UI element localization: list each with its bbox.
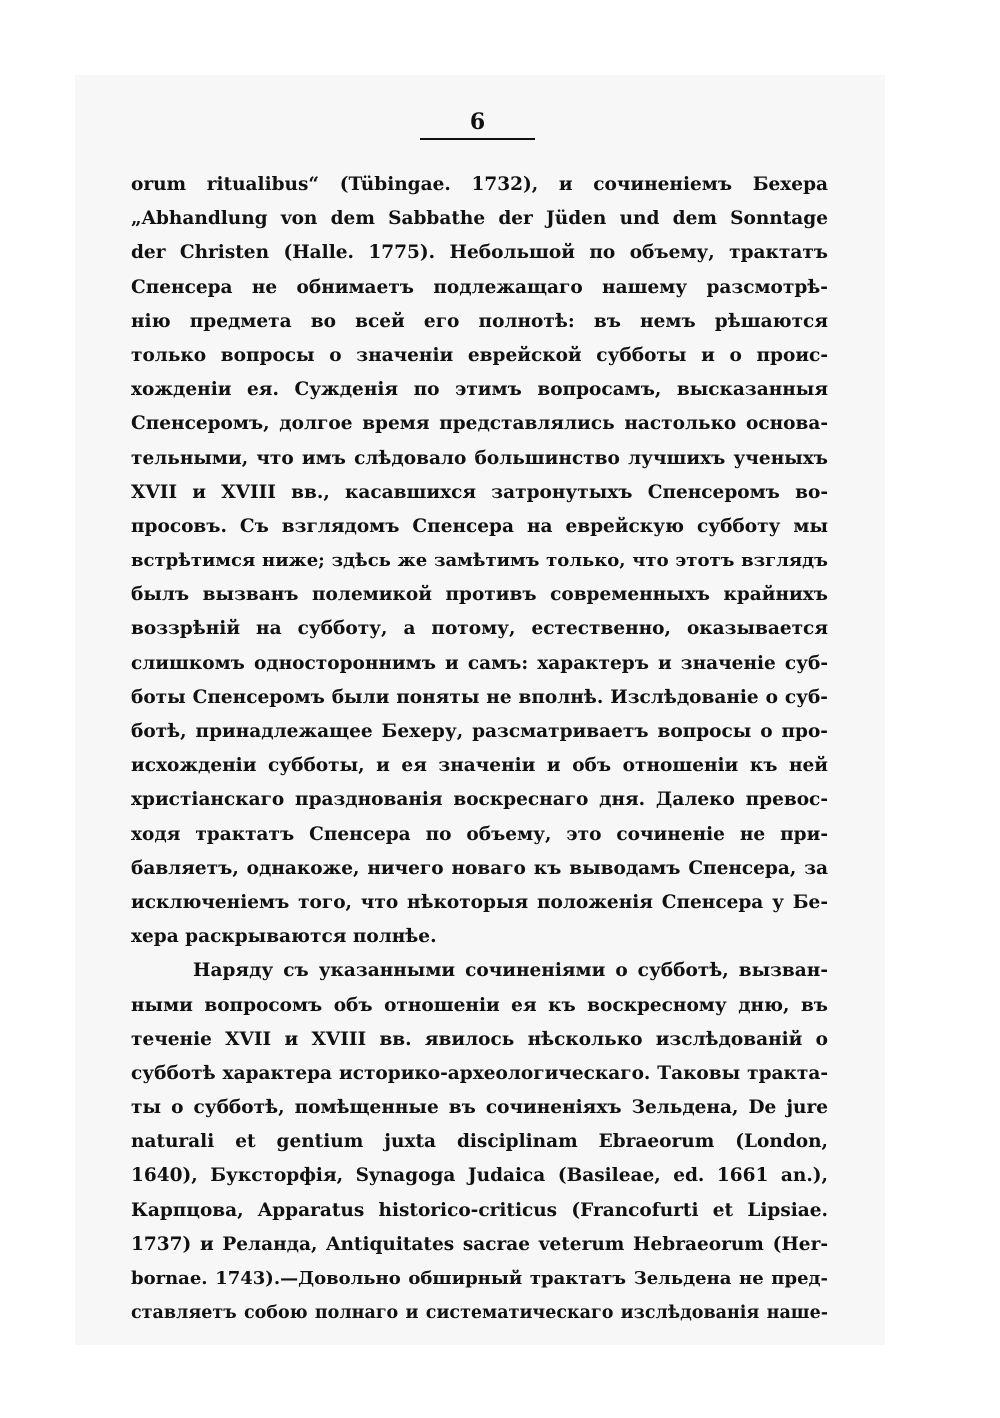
text-line: слишкомъ одностороннимъ и самъ: характеръ и значеніе суб-	[131, 652, 828, 674]
text-line: былъ вызванъ полемикой противъ современныхъ крайнихъ	[131, 584, 828, 606]
text-line: исхожденіи субботы, и ея значеніи и объ отношеніи къ ней	[131, 755, 828, 777]
text-line: субботѣ характера историко-археологическаго. Таковы тракта-	[131, 1062, 828, 1084]
text-line: 1737) и Реланда, Antiquitates sacrae veterum Hebraeorum (Her-	[131, 1233, 828, 1255]
paragraph-end-line: хера раскрываются полнѣе.	[131, 926, 437, 948]
page-number-rule	[420, 138, 535, 140]
text-line: исключеніемъ того, что нѣкоторыя положенія Спенсера у Бе-	[131, 891, 828, 913]
text-line: встрѣтимся ниже; здѣсь же замѣтимъ только, что этотъ взглядъ	[131, 550, 828, 572]
text-line: 1640), Буксторфія, Synagoga Judaica (Basileae, ed. 1661 an.),	[131, 1165, 828, 1187]
text-line: Спенсера не обнимаетъ подлежащаго нашему разсмотрѣ-	[131, 276, 828, 298]
text-line: ты о субботѣ, помѣщенные въ сочиненіяхъ Зельдена, De jure	[131, 1097, 828, 1119]
text-line: ными вопросомъ объ отношеніи ея къ воскресному дню, въ	[131, 994, 828, 1016]
text-line: orum ritualibus“ (Tübingae. 1732), и сочиненіемъ Бехера	[131, 174, 828, 195]
paragraph-start-line: Наряду съ указанными сочиненіями о субботѣ, вызван-	[193, 960, 828, 982]
page-number: 6	[469, 109, 486, 135]
text-line: ходя трактатъ Спенсера по объему, это сочиненіе не при-	[131, 823, 828, 845]
text-line: бавляетъ, однакоже, ничего новаго къ выводамъ Спенсера, за	[131, 857, 828, 879]
text-line: Спенсеромъ, долгое время представлялись настолько основа-	[131, 413, 828, 435]
text-line: воззрѣній на субботу, а потому, естественно, оказывается	[131, 618, 828, 640]
text-line: тельными, что имъ слѣдовало большинство лучшихъ ученыхъ	[131, 447, 828, 469]
text-line: теченіе XVII и XVIII вв. явилось нѣсколько изслѣдованій о	[131, 1028, 828, 1050]
text-line: ставляетъ собою полнаго и систематическаго изслѣдованія наше-	[131, 1303, 828, 1324]
body-text	[131, 168, 828, 1330]
text-line: Карпцова, Apparatus historico-criticus (Francofurti et Lipsiae.	[131, 1199, 828, 1221]
text-line: хожденіи ея. Сужденія по этимъ вопросамъ, высказанныя	[131, 379, 828, 401]
text-line: просовъ. Съ взглядомъ Спенсера на еврейскую субботу мы	[131, 515, 828, 537]
text-line: bornae. 1743).—Довольно обширный трактатъ Зельдена не пред-	[131, 1268, 828, 1289]
text-line: XVII и XVIII вв., касавшихся затронутыхъ Спенсеромъ во-	[131, 481, 828, 503]
text-line: христіанскаго празднованія воскреснаго дня. Далеко превос-	[131, 789, 828, 811]
text-line: нію предмета во всей его полнотѣ: въ немъ рѣшаются	[131, 310, 828, 332]
text-line: der Christen (Halle. 1775). Небольшой по объему, трактатъ	[131, 242, 828, 264]
text-line: только вопросы о значеніи еврейской субботы и о проис-	[131, 344, 828, 366]
text-line: „Abhandlung von dem Sabbathe der Jüden und dem Sonntage	[131, 208, 828, 230]
text-line: боты Спенсеромъ были поняты не вполнѣ. Изслѣдованіе о суб-	[131, 686, 828, 708]
text-line: naturali et gentium juxta disciplinam Ebraeorum (London,	[131, 1131, 828, 1153]
text-line: ботѣ, принадлежащее Бехеру, разсматриваетъ вопросы о про-	[131, 721, 828, 742]
